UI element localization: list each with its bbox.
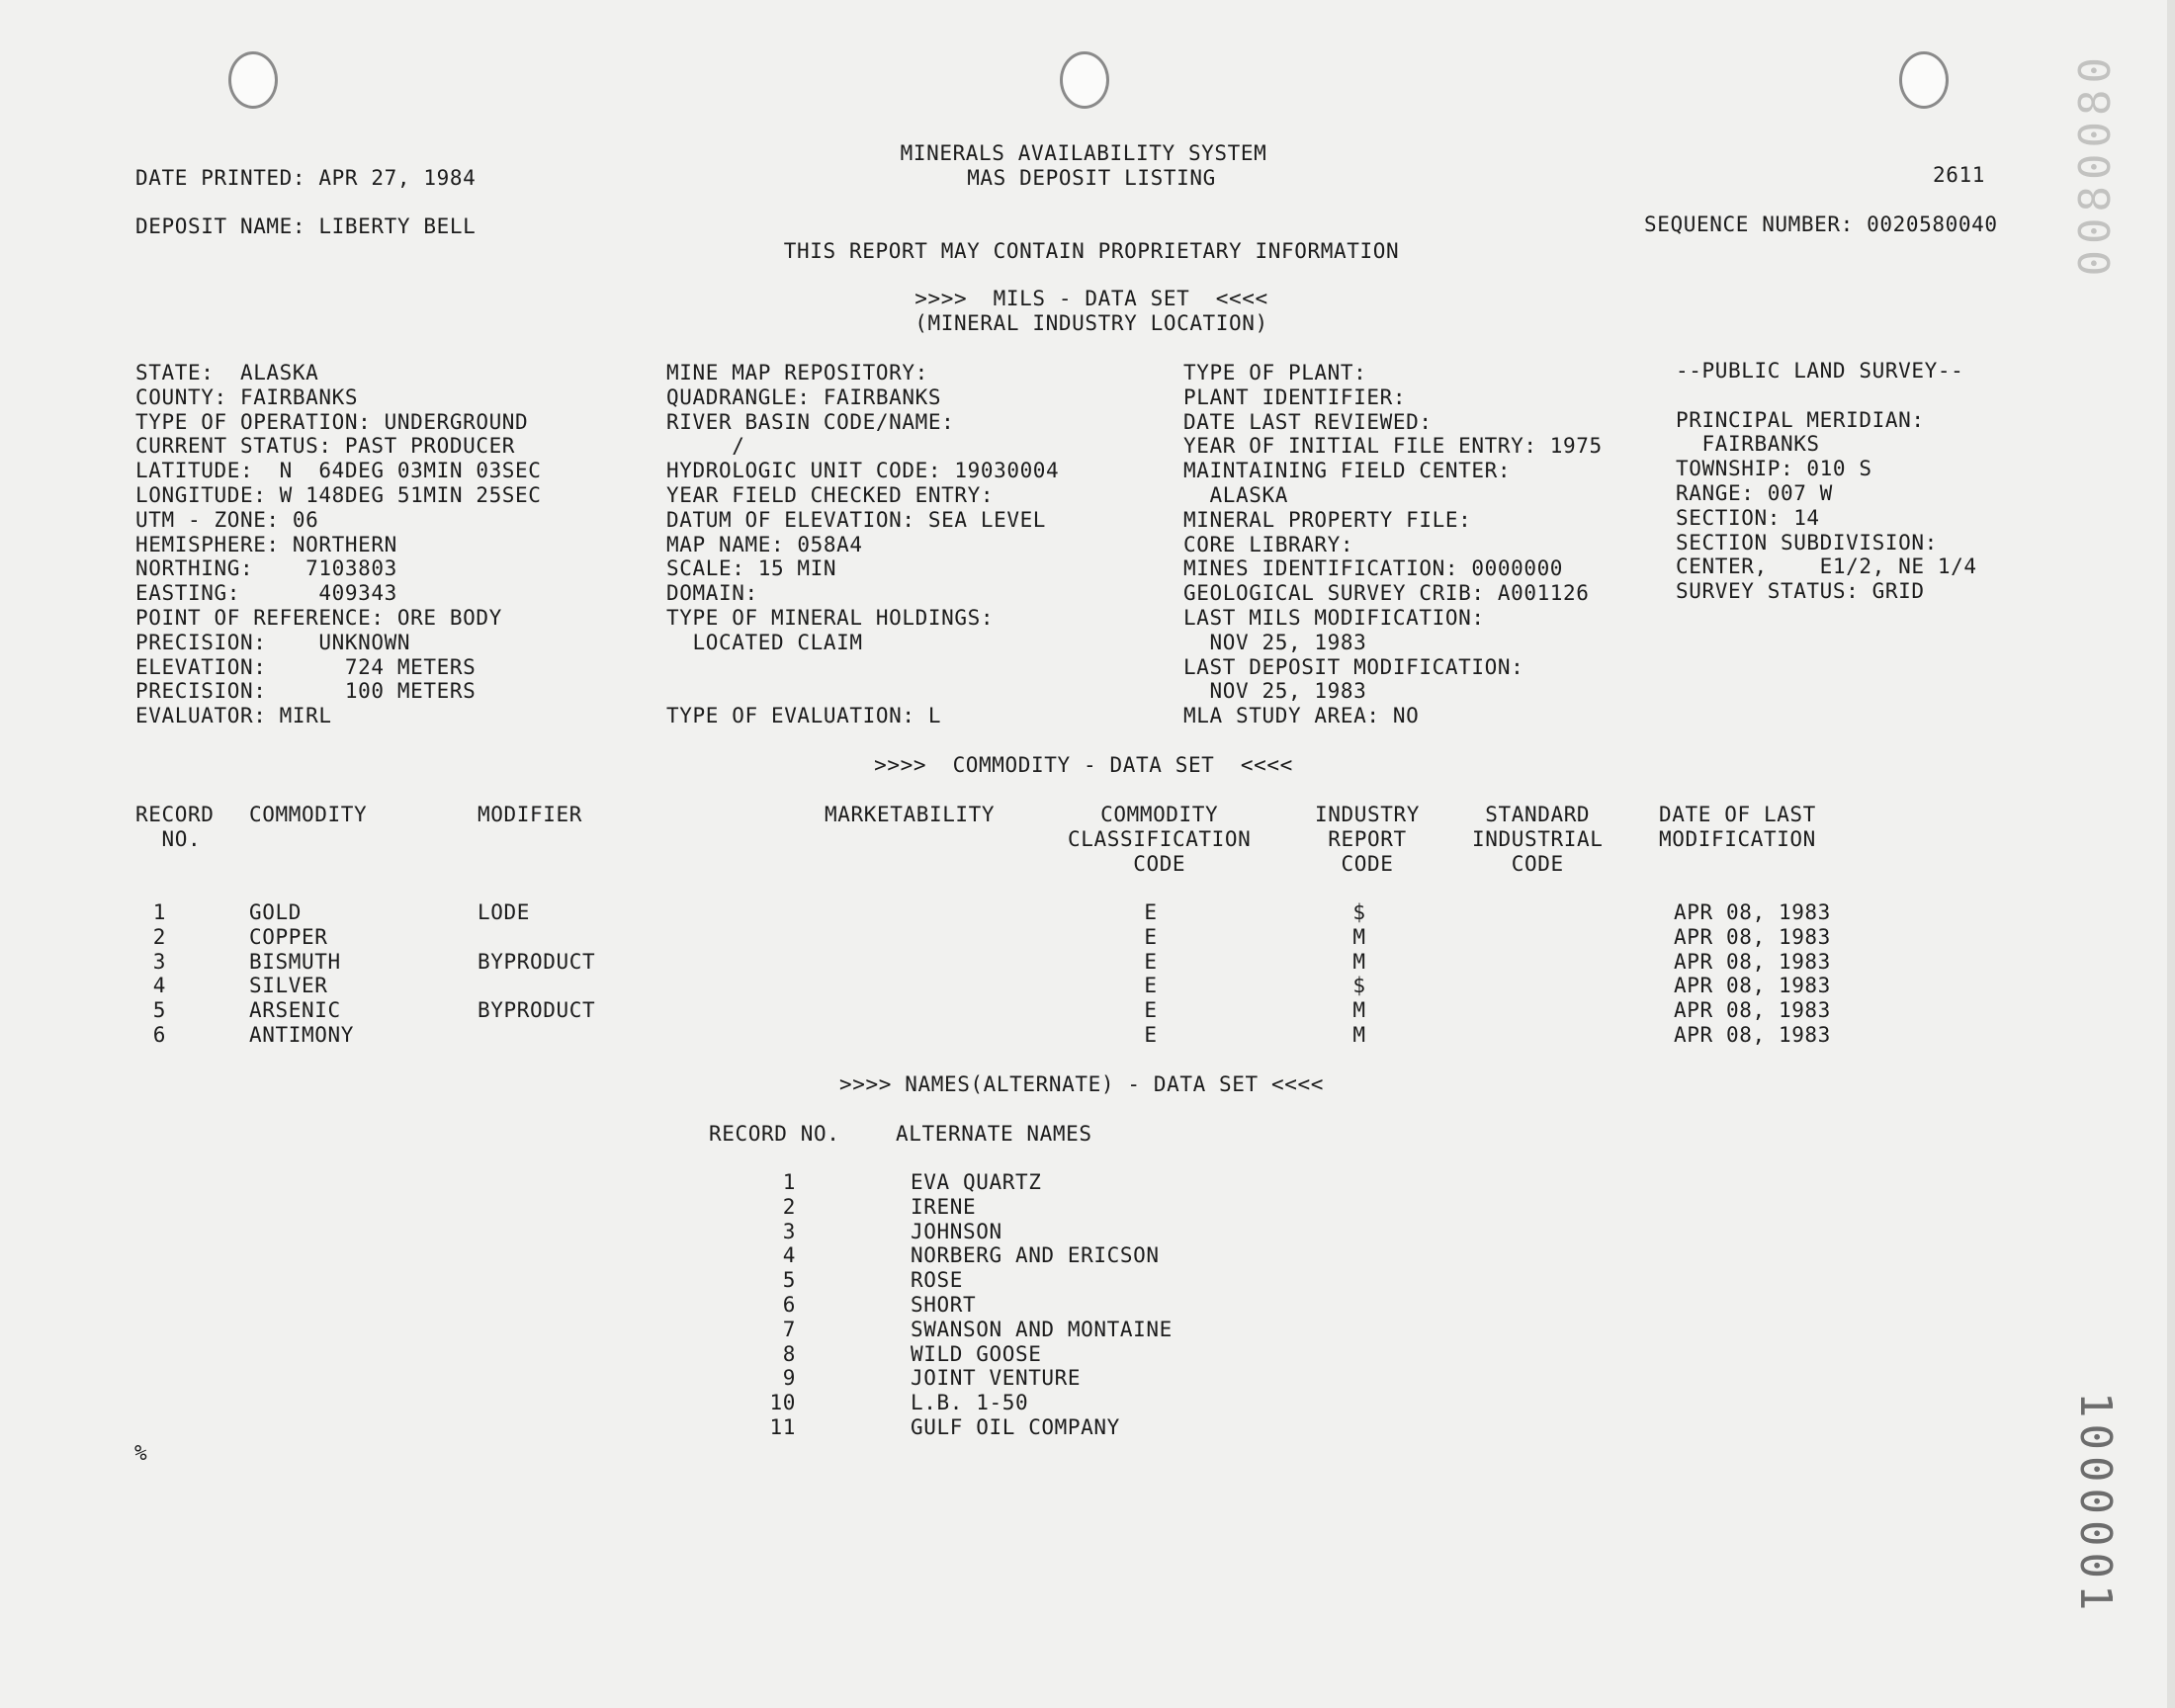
alternate-record-number: 5 xyxy=(782,1268,796,1293)
mils-section-title: >>>> MILS - DATA SET <<<< xyxy=(914,287,1268,310)
alternate-record-number: 10 xyxy=(769,1391,796,1415)
sequence-number: SEQUENCE NUMBER: 0020580040 xyxy=(1644,213,1998,236)
mils-field: LAST MILS MODIFICATION: xyxy=(1183,605,1485,630)
mils-field: DATUM OF ELEVATION: SEA LEVEL xyxy=(666,507,1047,532)
mils-field: UTM - ZONE: 06 xyxy=(135,507,319,532)
mils-field: PRECISION: UNKNOWN xyxy=(135,630,411,654)
mils-field: MINES IDENTIFICATION: 0000000 xyxy=(1183,556,1564,581)
commodity-cell: ARSENIC xyxy=(249,998,341,1023)
punch-hole-left xyxy=(228,51,278,109)
alternate-record-number: 11 xyxy=(769,1415,796,1439)
col-header-date: DATE OF LAST MODIFICATION xyxy=(1659,803,1816,851)
alternate-record-number: 9 xyxy=(782,1366,796,1391)
col-header-record: RECORD NO. xyxy=(135,803,215,851)
alternate-name: GULF OIL COMPANY xyxy=(911,1415,1120,1439)
mils-field: RANGE: 007 W xyxy=(1676,480,1833,505)
modifier-cell: BYPRODUCT xyxy=(478,949,596,974)
classification-cell: E xyxy=(1144,924,1158,949)
mils-field: QUADRANGLE: FAIRBANKS xyxy=(666,384,942,409)
mils-field: HYDROLOGIC UNIT CODE: 19030004 xyxy=(666,459,1060,483)
mils-field: POINT OF REFERENCE: ORE BODY xyxy=(135,605,502,630)
col-header-commodity: COMMODITY xyxy=(249,803,368,826)
mils-field: TYPE OF EVALUATION: L xyxy=(666,704,942,728)
mils-field: TOWNSHIP: 010 S xyxy=(1676,457,1872,481)
mils-field: --PUBLIC LAND SURVEY-- xyxy=(1676,359,1964,383)
names-record-header: RECORD NO. xyxy=(709,1122,840,1146)
mils-field: CENTER, E1/2, NE 1/4 xyxy=(1676,555,1977,579)
mils-file-column xyxy=(1183,361,1603,728)
commodity-cell: ANTIMONY xyxy=(249,1023,354,1047)
mils-field xyxy=(1676,384,1977,408)
mils-field: MINERAL PROPERTY FILE: xyxy=(1183,507,1472,532)
names-section-title: >>>> NAMES(ALTERNATE) - DATA SET <<<< xyxy=(839,1072,1324,1096)
modifier-cell: BYPRODUCT xyxy=(478,998,596,1023)
mils-field: MINE MAP REPOSITORY: xyxy=(666,361,928,384)
alternate-name: EVA QUARTZ xyxy=(911,1170,1042,1194)
alternate-record-number: 2 xyxy=(782,1194,796,1219)
alternate-name: JOHNSON xyxy=(911,1219,1002,1243)
commodity-cell: COPPER xyxy=(249,924,328,949)
alternate-record-number: 8 xyxy=(782,1341,796,1366)
industry-code-cell: M xyxy=(1352,1023,1366,1047)
mils-field: COUNTY: FAIRBANKS xyxy=(135,384,359,409)
alternate-record-number: 6 xyxy=(782,1293,796,1317)
record-number-cell: 1 xyxy=(152,900,166,924)
mils-field: NORTHING: 7103803 xyxy=(135,556,397,581)
date-cell: APR 08, 1983 xyxy=(1674,974,1831,998)
classification-cell: E xyxy=(1144,900,1158,924)
mils-field: TYPE OF OPERATION: UNDERGROUND xyxy=(135,409,529,434)
mils-field: FAIRBANKS xyxy=(1676,432,1820,457)
date-cell: APR 08, 1983 xyxy=(1674,998,1831,1023)
mils-section-subtitle: (MINERAL INDUSTRY LOCATION) xyxy=(914,311,1268,335)
mils-field: PRINCIPAL MERIDIAN: xyxy=(1676,407,1925,432)
industry-code-cell: $ xyxy=(1352,900,1366,924)
percent-mark: % xyxy=(134,1441,148,1465)
record-number-cell: 5 xyxy=(152,998,166,1023)
mils-field: DATE LAST REVIEWED: xyxy=(1183,409,1433,434)
col-header-sic: STANDARD INDUSTRIAL CODE xyxy=(1472,803,1604,876)
mils-field: MAINTAINING FIELD CENTER: xyxy=(1183,459,1512,483)
mils-field: TYPE OF MINERAL HOLDINGS: xyxy=(666,605,995,630)
mils-field xyxy=(666,655,1059,680)
public-land-survey-column xyxy=(1676,359,1977,604)
alternate-record-number: 3 xyxy=(782,1219,796,1243)
page-number: 2611 xyxy=(1933,163,1985,187)
date-cell: APR 08, 1983 xyxy=(1674,900,1831,924)
mils-field: MLA STUDY AREA: NO xyxy=(1183,704,1420,728)
alternate-name: SWANSON AND MONTAINE xyxy=(911,1317,1173,1341)
col-header-modifier: MODIFIER xyxy=(478,803,582,826)
classification-cell: E xyxy=(1144,974,1158,998)
commodity-cell: BISMUTH xyxy=(249,949,341,974)
mils-field: YEAR OF INITIAL FILE ENTRY: 1975 xyxy=(1183,434,1603,459)
mils-map-column xyxy=(666,361,1059,728)
proprietary-notice: THIS REPORT MAY CONTAIN PROPRIETARY INFORMATION xyxy=(783,239,1400,263)
mils-location-column xyxy=(135,361,542,728)
col-header-industry: INDUSTRY REPORT CODE xyxy=(1315,803,1420,876)
mils-field: ALASKA xyxy=(1183,482,1288,507)
mils-field: / xyxy=(666,434,745,459)
alternate-name: WILD GOOSE xyxy=(911,1341,1042,1366)
mils-field: RIVER BASIN CODE/NAME: xyxy=(666,409,955,434)
deposit-name: DEPOSIT NAME: LIBERTY BELL xyxy=(135,214,477,238)
commodity-section-title: >>>> COMMODITY - DATA SET <<<< xyxy=(874,753,1293,777)
industry-code-cell: $ xyxy=(1352,974,1366,998)
record-number-cell: 2 xyxy=(152,924,166,949)
mils-field: TYPE OF PLANT: xyxy=(1183,361,1367,384)
page-edge xyxy=(2167,0,2175,1708)
industry-code-cell: M xyxy=(1352,998,1366,1023)
alternate-name: L.B. 1-50 xyxy=(911,1391,1029,1415)
mils-field: ELEVATION: 724 METERS xyxy=(135,654,477,679)
mils-field: PRECISION: 100 METERS xyxy=(135,679,477,704)
mils-field: LAST DEPOSIT MODIFICATION: xyxy=(1183,654,1524,679)
mils-field: SECTION SUBDIVISION: xyxy=(1676,530,1938,555)
alternate-record-number: 1 xyxy=(782,1170,796,1194)
mils-field xyxy=(666,679,1059,704)
mils-field: LATITUDE: N 64DEG 03MIN 03SEC xyxy=(135,459,542,483)
industry-code-cell: M xyxy=(1352,924,1366,949)
classification-cell: E xyxy=(1144,949,1158,974)
mils-field: LOCATED CLAIM xyxy=(666,630,863,654)
alternate-name: SHORT xyxy=(911,1293,977,1317)
mils-field: GEOLOGICAL SURVEY CRIB: A001126 xyxy=(1183,581,1590,606)
alternate-name: NORBERG AND ERICSON xyxy=(911,1243,1160,1268)
microfilm-stamp-top: 0080080 xyxy=(2070,51,2121,277)
date-cell: APR 08, 1983 xyxy=(1674,949,1831,974)
microfilm-stamp-bottom: 1000001 xyxy=(2070,1392,2121,1617)
mils-field: CORE LIBRARY: xyxy=(1183,532,1354,556)
mils-field: NOV 25, 1983 xyxy=(1183,679,1367,704)
mils-field: HEMISPHERE: NORTHERN xyxy=(135,532,397,556)
col-header-classification: COMMODITY CLASSIFICATION CODE xyxy=(1068,803,1252,876)
mils-field: DOMAIN: xyxy=(666,581,758,606)
mils-field: CURRENT STATUS: PAST PRODUCER xyxy=(135,434,516,459)
punch-hole-right xyxy=(1899,51,1949,109)
col-header-marketability: MARKETABILITY xyxy=(825,803,996,826)
commodity-cell: SILVER xyxy=(249,974,328,998)
industry-code-cell: M xyxy=(1352,949,1366,974)
modifier-cell: LODE xyxy=(478,900,530,924)
date-cell: APR 08, 1983 xyxy=(1674,1023,1831,1047)
mils-field: SURVEY STATUS: GRID xyxy=(1676,579,1925,604)
mils-field: LONGITUDE: W 148DEG 51MIN 25SEC xyxy=(135,482,542,507)
record-number-cell: 6 xyxy=(152,1023,166,1047)
classification-cell: E xyxy=(1144,1023,1158,1047)
record-number-cell: 3 xyxy=(152,949,166,974)
mils-field: NOV 25, 1983 xyxy=(1183,630,1367,654)
mils-field: STATE: ALASKA xyxy=(135,361,319,384)
date-cell: APR 08, 1983 xyxy=(1674,924,1831,949)
listing-title: MAS DEPOSIT LISTING xyxy=(967,166,1216,190)
alternate-record-number: 4 xyxy=(782,1243,796,1268)
alternate-name: ROSE xyxy=(911,1268,963,1293)
mils-field: PLANT IDENTIFIER: xyxy=(1183,384,1407,409)
mils-field: EVALUATOR: MIRL xyxy=(135,704,332,728)
mils-field: YEAR FIELD CHECKED ENTRY: xyxy=(666,482,995,507)
mils-field: SCALE: 15 MIN xyxy=(666,556,837,581)
mils-field: EASTING: 409343 xyxy=(135,581,397,606)
alternate-name: IRENE xyxy=(911,1194,977,1219)
system-title: MINERALS AVAILABILITY SYSTEM xyxy=(900,141,1267,165)
commodity-cell: GOLD xyxy=(249,900,302,924)
mils-field: MAP NAME: 058A4 xyxy=(666,532,863,556)
date-printed: DATE PRINTED: APR 27, 1984 xyxy=(135,166,477,190)
names-alternate-header: ALTERNATE NAMES xyxy=(896,1122,1092,1146)
alternate-name: JOINT VENTURE xyxy=(911,1366,1082,1391)
record-number-cell: 4 xyxy=(152,974,166,998)
mils-field: SECTION: 14 xyxy=(1676,505,1820,530)
punch-hole-center xyxy=(1060,51,1109,109)
alternate-record-number: 7 xyxy=(782,1317,796,1341)
classification-cell: E xyxy=(1144,998,1158,1023)
